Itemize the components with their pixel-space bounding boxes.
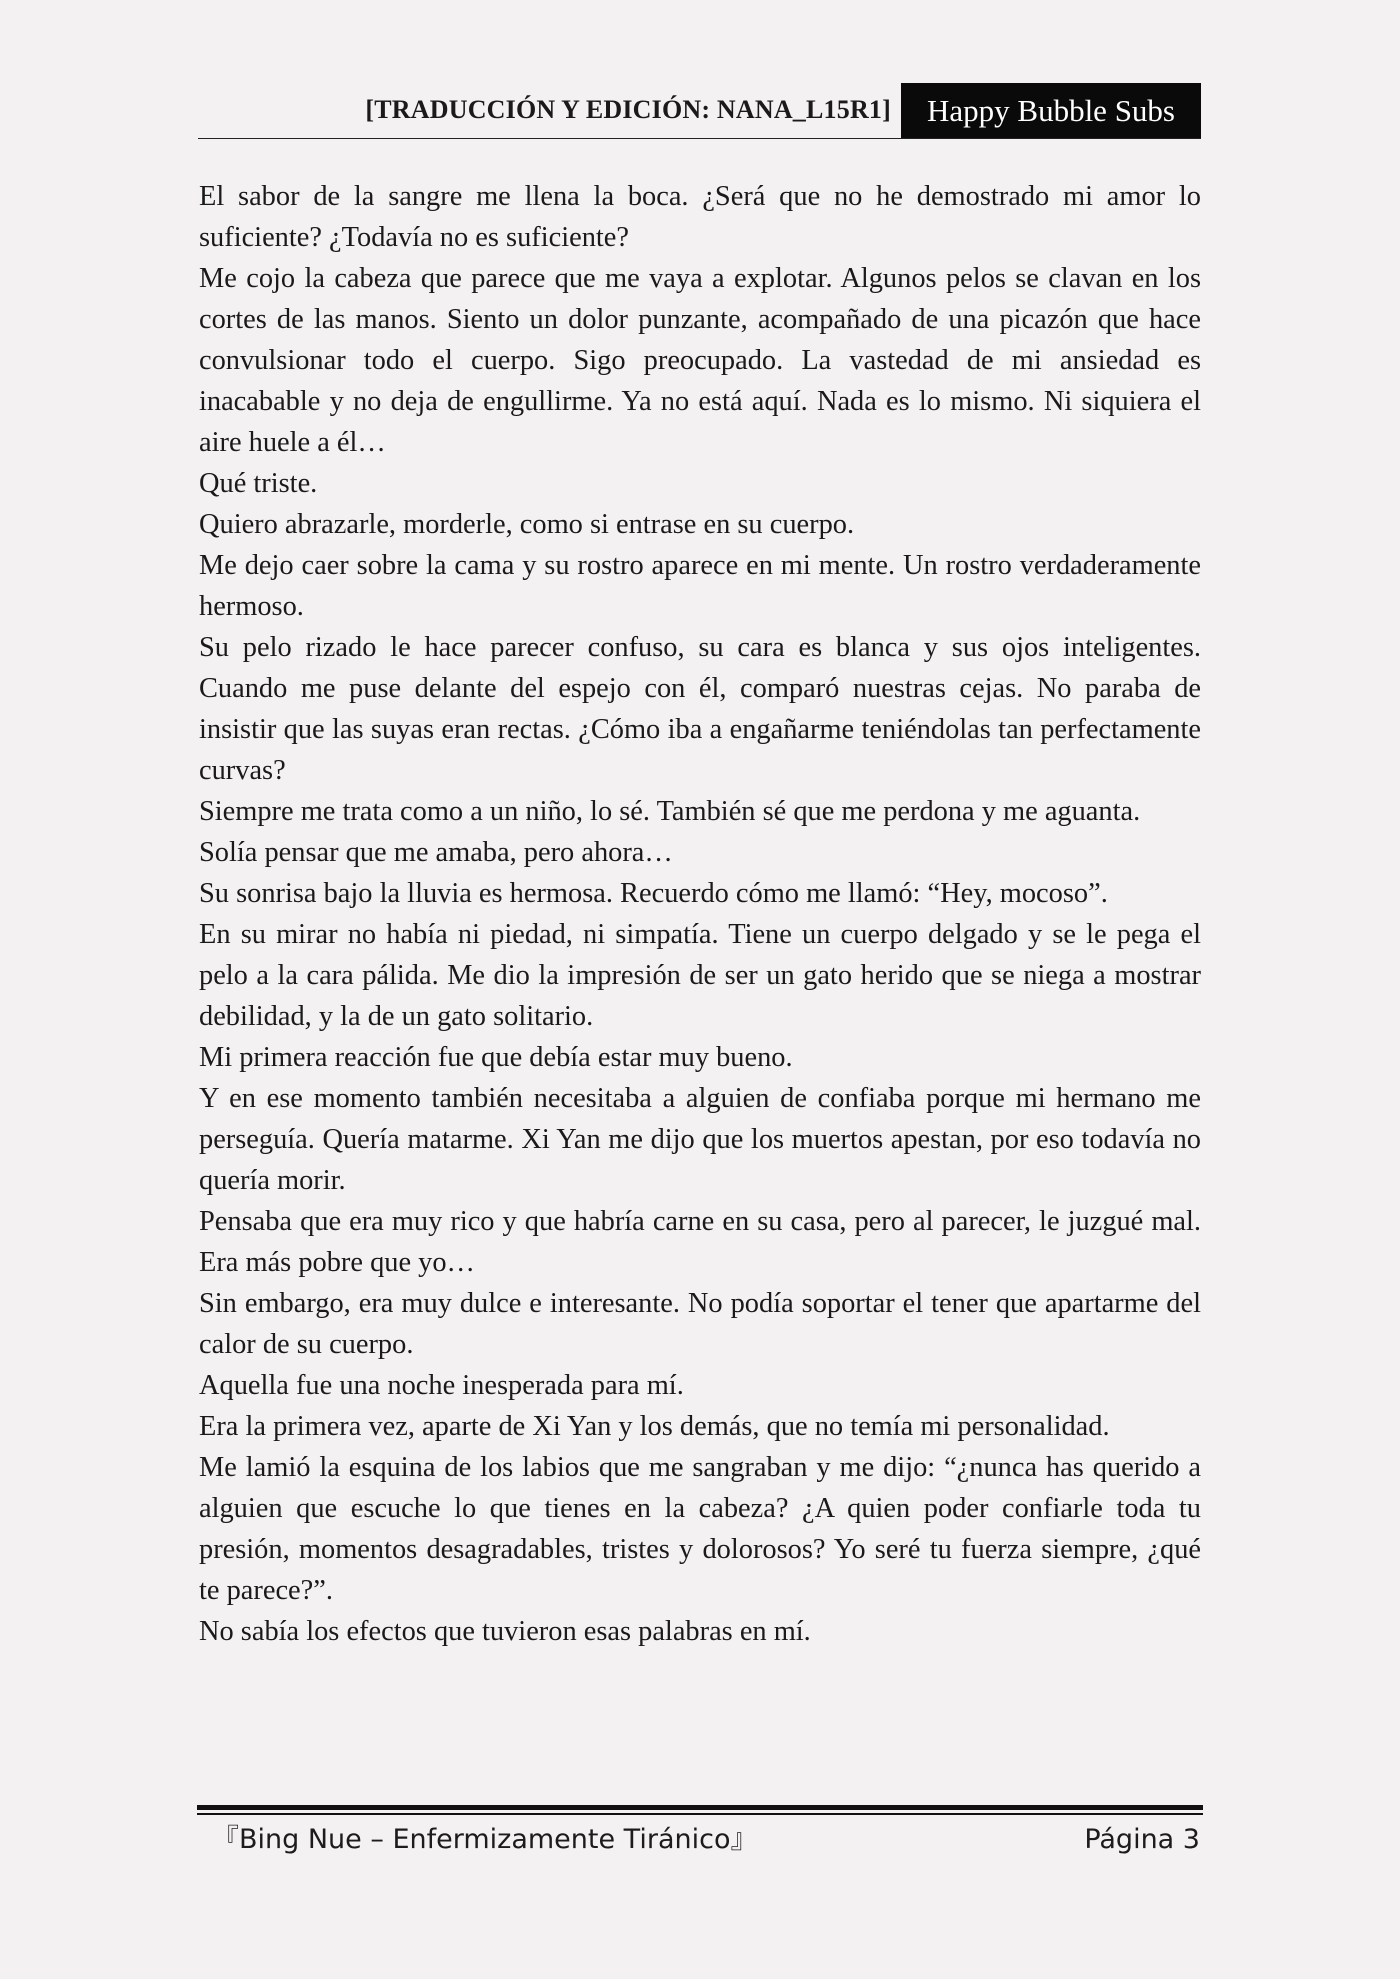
paragraph: Me cojo la cabeza que parece que me vaya a explotar. Algunos pelos se clavan en los cortes de las manos. Siento un dolor punzante, acompañado de una picazón que hace convulsionar todo el cuerpo. Sigo preocupado. La vastedad de mi ansiedad es inacabable y no deja de engullirme. Ya no está aquí. Nada es lo mismo. Ni siquiera el aire huele a él… (199, 263, 1201, 458)
paragraph: Era la primera vez, aparte de Xi Yan y los demás, que no temía mi personalidad. (199, 1411, 1110, 1442)
paragraph: Su pelo rizado le hace parecer confuso, su cara es blanca y sus ojos inteligentes. Cuando me puse delante del espejo con él, comparó nuestras cejas. No paraba de insistir que las suyas eran rectas. ¿Cómo iba a engañarme teniéndolas tan perfectamente curvas? (199, 632, 1201, 786)
footer-divider-thin (197, 1813, 1203, 1815)
paragraph: El sabor de la sangre me llena la boca. ¿Será que no he demostrado mi amor lo suficiente? ¿Todavía no es suficiente? (199, 181, 1201, 253)
page-number: Página 3 (1084, 1824, 1200, 1855)
paragraph: En su mirar no había ni piedad, ni simpatía. Tiene un cuerpo delgado y se le pega el pelo a la cara pálida. Me dio la impresión de ser un gato herido que se niega a mostrar debilidad, y la de un gato solitario. (199, 919, 1201, 1032)
paragraph: Me dejo caer sobre la cama y su rostro aparece en mi mente. Un rostro verdaderamente hermoso. (199, 550, 1201, 622)
paragraph: Sin embargo, era muy dulce e interesante. No podía soportar el tener que apartarme del calor de su cuerpo. (199, 1288, 1201, 1360)
page-header (198, 83, 1201, 139)
paragraph: Me lamió la esquina de los labios que me sangraban y me dijo: “¿nunca has querido a alguien que escuche lo que tienes en la cabeza? ¿A quien poder confiarle toda tu presión, momentos desagradables, tristes y dolorosos? Yo seré tu fuerza siempre, ¿qué te parece?”. (199, 1452, 1201, 1606)
footer-divider-thick (197, 1805, 1203, 1810)
translation-credit: [TRADUCCIÓN Y EDICIÓN: NANA_L15R1] (365, 95, 891, 124)
chapter-body (199, 176, 1201, 1652)
paragraph: Pensaba que era muy rico y que habría carne en su casa, pero al parecer, le juzgué mal. Era más pobre que yo… (199, 1206, 1201, 1278)
group-brand-label: Happy Bubble Subs (901, 83, 1201, 138)
paragraph: Qué triste. (199, 468, 318, 499)
footer-book-title: 『Bing Nue – Enfermizamente Tiránico』 (212, 1824, 758, 1855)
paragraph: No sabía los efectos que tuvieron esas palabras en mí. (199, 1616, 811, 1647)
paragraph: Quiero abrazarle, morderle, como si entrase en su cuerpo. (199, 509, 855, 540)
paragraph: Su sonrisa bajo la lluvia es hermosa. Recuerdo cómo me llamó: “Hey, mocoso”. (199, 878, 1108, 909)
paragraph: Mi primera reacción fue que debía estar muy bueno. (199, 1042, 793, 1073)
paragraph: Aquella fue una noche inesperada para mí. (199, 1370, 684, 1401)
paragraph: Solía pensar que me amaba, pero ahora… (199, 837, 673, 868)
paragraph: Siempre me trata como a un niño, lo sé. También sé que me perdona y me aguanta. (199, 796, 1141, 827)
paragraph: Y en ese momento también necesitaba a alguien de confiaba porque mi hermano me perseguía. Quería matarme. Xi Yan me dijo que los muertos apestan, por eso todavía no quería morir. (199, 1083, 1201, 1196)
